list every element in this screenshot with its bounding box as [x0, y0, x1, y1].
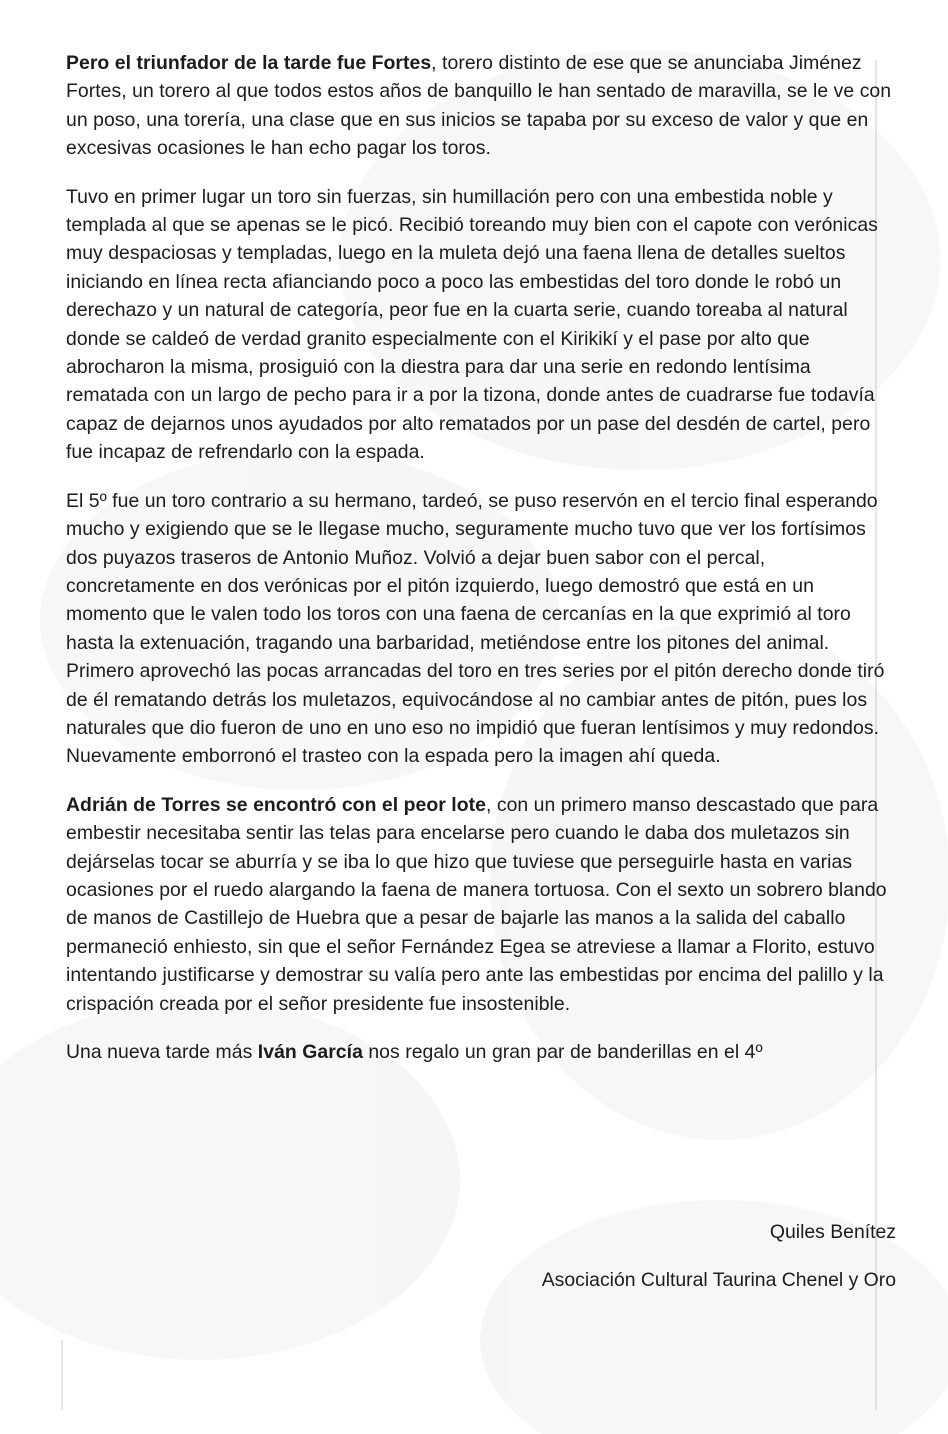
paragraph-text-before: Una nueva tarde más: [66, 1041, 258, 1063]
paragraph-ivan-garcia: [66, 1038, 898, 1066]
signature-organization: Asociación Cultural Taurina Chenel y Oro: [541, 1269, 896, 1291]
paragraph-text: El 5º fue un toro contrario a su hermano, tardeó, se puso reservón en el tercio final esperando mucho y exigiendo que se le llegase mucho, seguramente mucho tuvo que ver los fortísimos dos puyazos traseros de Antonio Muñoz. Volvió a dejar buen sabor con el percal, concretamente en dos verónicas por el pitón izquierdo, luego demostró que está en un momento que le valen todo los toros con una faena de cercanías en la que exprimió al toro hasta la extenuación, tragando una barbaridad, metiéndose entre los pitones del animal. Primero aprovechó las pocas arrancadas del toro en tres series por el pitón derecho donde tiró de él rematando detrás los muletazos, equivocándose al no cambiar antes de pitón, pues los naturales que dio fueron de uno en uno eso no impidió que fueran lentísimos y muy redondos. Nuevamente emborronó el trasteo con la espada pero la imagen ahí queda.: [66, 489, 885, 768]
paragraph-text: , con un primero manso descastado que para embestir necesitaba sentir las telas para encelarse pero cuando le daba dos muletazos sin dejárselas tocar se aburría y se iba lo que hizo que tuviese que perseguirle hasta en varias ocasiones por el ruedo alargando la faena de manera tortuosa. Con el sexto un sobrero blando de manos de Castillejo de Huebra que a pesar de bajarle las manos a la salida del caballo permaneció enhiesto, sin que el señor Fernández Egea se atreviese a llamar a Florito, estuvo intentando justificarse y demostrar su valía pero ante las embestidas por encima del palillo y la crispación creada por el señor presidente fue insostenible.: [66, 793, 887, 1015]
paragraph-text-after: nos regalo un gran par de banderillas en el 4º: [362, 1041, 763, 1063]
paragraph-text: , torero distinto de ese que se anunciaba Jiménez Fortes, un torero al que todos estos años de banquillo le han sentado de maravilla, se le ve con un poso, una torería, una clase que en sus inicios se tapaba por su exceso de valor y que en excesivas ocasiones le han echo pagar los toros.: [66, 52, 892, 160]
paragraph-bold-name: Iván García: [257, 1041, 363, 1063]
paragraph-adrian-de-torres: [66, 791, 898, 1018]
paragraph-lead-bold: Pero el triunfador de la tarde fue Fortes: [66, 52, 432, 74]
paragraph-lead-bold: Adrián de Torres se encontró con el peor lote: [66, 793, 486, 816]
paragraph-fifth-bull: [66, 487, 898, 771]
paragraph-first-bull: [66, 183, 898, 467]
signature-author: Quiles Benítez: [769, 1221, 896, 1243]
paragraph-fortes-intro: [66, 49, 898, 163]
paragraph-text: Tuvo en primer lugar un toro sin fuerzas, sin humillación pero con una embestida noble y templada al que se apenas se le picó. Recibió toreando muy bien con el capote con verónicas muy despaciosas y templadas, luego en la muleta dejó una faena llena de detalles sueltos iniciando en línea recta afianciando poco a poco las embestidas del toro donde le robó un derechazo y un natural de categoría, peor fue en la cuarta serie, cuando toreaba al natural donde se caldeó de verdad granito especialmente con el Kirikikí y el pase por alto que abrocharon la misma, prosiguió con la diestra para dar una serie en redondo lentísima rematada con un largo de pecho para ir a por la tizona, donde antes de cuadrarse fue todavía capaz de dejarnos unos ayudados por alto rematados por un pase del desdén de cartel, pero fue incapaz de refrendarlo con la espada.: [66, 185, 878, 464]
article-body: [66, 49, 898, 1086]
